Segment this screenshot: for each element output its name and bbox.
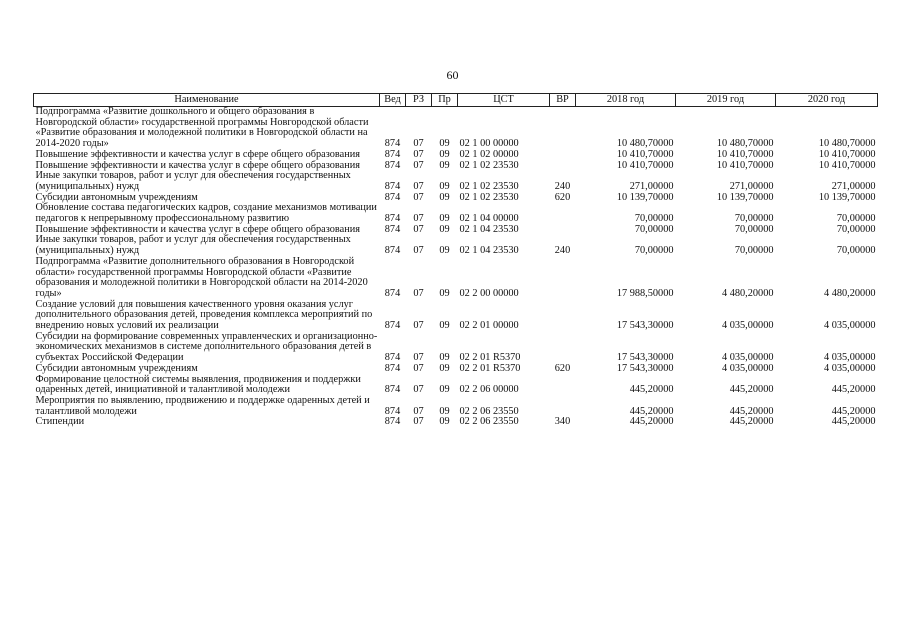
row-value-2020: 445,20000: [831, 384, 876, 396]
row-pr: 09: [439, 159, 450, 171]
header-vr: ВР: [550, 94, 576, 107]
row-pr: 09: [439, 384, 450, 396]
row-value-2020: 445,20000: [831, 405, 876, 417]
row-value-2020: 10 410,70000: [818, 148, 876, 160]
row-value-2020: 445,20000: [831, 416, 876, 428]
row-cst: 02 1 02 00000: [459, 148, 519, 160]
table-row: [34, 300, 878, 332]
header-ved: Вед: [380, 94, 406, 107]
row-value-2020: 10 480,70000: [818, 138, 876, 150]
header-rz: РЗ: [406, 94, 432, 107]
row-ved: 874: [384, 362, 401, 374]
row-value-2020: 70,00000: [836, 223, 876, 235]
row-rz: 07: [413, 213, 424, 225]
row-value-2020: 4 035,00000: [824, 352, 876, 364]
row-cst: 02 2 01 R5370: [459, 352, 521, 364]
row-value-2019: 445,20000: [729, 384, 774, 396]
row-name: Стипендии: [35, 416, 85, 428]
table-header-row: [34, 94, 878, 107]
row-ved: 874: [384, 138, 401, 150]
row-ved: 874: [384, 191, 401, 203]
row-vr: [550, 257, 576, 300]
table-row: [34, 364, 878, 375]
table-row: [34, 107, 878, 150]
row-rz: 07: [413, 352, 424, 364]
header-cst: ЦСТ: [458, 94, 550, 107]
row-value-2019: 10 139,70000: [716, 191, 774, 203]
row-name: Повышение эффективности и качества услуг в сфере общего образования: [35, 223, 360, 235]
row-vr: [550, 225, 576, 236]
row-value-2019: 4 035,00000: [722, 352, 774, 364]
row-value-2018: 70,00000: [634, 223, 674, 235]
row-vr: 340: [554, 416, 571, 428]
row-value-2018: 10 410,70000: [616, 159, 674, 171]
row-pr: 09: [439, 213, 450, 225]
row-vr: 620: [554, 362, 571, 374]
row-value-2020: 70,00000: [836, 213, 876, 225]
header-name: Наименование: [34, 94, 380, 107]
row-rz: 07: [413, 159, 424, 171]
row-cst: 02 2 01 00000: [459, 320, 519, 332]
row-ved: 874: [384, 405, 401, 417]
table-body: [34, 107, 878, 429]
row-rz: 07: [413, 180, 424, 192]
row-value-2018: 10 139,70000: [616, 191, 674, 203]
row-ved: 874: [384, 148, 401, 160]
row-vr: [550, 332, 576, 364]
table-row: [34, 235, 878, 256]
row-cst: 02 1 02 23530: [459, 159, 519, 171]
row-ved: 874: [384, 384, 401, 396]
table-row: [34, 396, 878, 417]
row-value-2020: 4 035,00000: [824, 362, 876, 374]
row-name: Формирование целостной системы выявления, продвижения и поддержки одаренных детей, инициативной и талантливой молодежи: [35, 373, 361, 396]
row-rz: 07: [413, 416, 424, 428]
row-ved: 874: [384, 320, 401, 332]
row-value-2018: 445,20000: [629, 405, 674, 417]
row-value-2019: 4 035,00000: [722, 320, 774, 332]
row-name: Иные закупки товаров, работ и услуг для обеспечения государственных (муниципальных) нужд: [35, 170, 351, 192]
row-pr: 09: [439, 405, 450, 417]
table-row: [34, 332, 878, 364]
table-row: [34, 375, 878, 396]
row-value-2018: 445,20000: [629, 416, 674, 428]
row-name: Мероприятия по выявлению, продвижению и поддержке одаренных детей и талантливой молодежи: [35, 394, 370, 417]
row-pr: 09: [439, 180, 450, 192]
row-vr: [550, 203, 576, 224]
page-number: 60: [446, 68, 459, 82]
row-pr: 09: [439, 320, 450, 332]
row-vr: [550, 300, 576, 332]
row-value-2019: 4 035,00000: [722, 362, 774, 374]
row-pr: 09: [439, 245, 450, 257]
row-cst: 02 2 01 R5370: [459, 362, 521, 374]
row-ved: 874: [384, 180, 401, 192]
budget-table: [33, 93, 878, 428]
row-value-2018: 70,00000: [634, 213, 674, 225]
row-rz: 07: [413, 138, 424, 150]
row-name: Субсидии на формирование современных управленческих и организационно-экономических механизмов в системе дополнительного образования детей в субъектах Российской Федерации: [35, 330, 378, 364]
row-cst: 02 1 04 00000: [459, 213, 519, 225]
row-value-2019: 70,00000: [734, 223, 774, 235]
row-cst: 02 1 04 23530: [459, 223, 519, 235]
row-ved: 874: [384, 159, 401, 171]
table-row: [34, 417, 878, 428]
row-pr: 09: [439, 138, 450, 150]
row-vr: 240: [554, 180, 571, 192]
row-value-2019: 445,20000: [729, 416, 774, 428]
row-name: Субсидии автономным учреждениям: [35, 191, 198, 203]
row-cst: 02 1 02 23530: [459, 180, 519, 192]
row-value-2019: 10 410,70000: [716, 148, 774, 160]
table-row: [34, 257, 878, 300]
row-ved: 874: [384, 416, 401, 428]
row-ved: 874: [384, 352, 401, 364]
row-ved: 874: [384, 245, 401, 257]
row-value-2020: 271,00000: [831, 180, 876, 192]
row-value-2018: 17 543,30000: [616, 362, 674, 374]
row-vr: [550, 396, 576, 417]
row-cst: 02 1 02 23530: [459, 191, 519, 203]
row-value-2019: 271,00000: [729, 180, 774, 192]
row-pr: 09: [439, 362, 450, 374]
row-ved: 874: [384, 287, 401, 299]
row-value-2020: 10 139,70000: [818, 191, 876, 203]
row-value-2019: 10 480,70000: [716, 138, 774, 150]
row-value-2019: 70,00000: [734, 245, 774, 257]
row-value-2020: 70,00000: [836, 245, 876, 257]
row-pr: 09: [439, 287, 450, 299]
row-value-2018: 17 988,50000: [616, 287, 674, 299]
header-2019: 2019 год: [676, 94, 776, 107]
row-name: Подпрограмма «Развитие дошкольного и общего образования в Новгородской области» государственной программы Новгородской области «Развитие образования и молодежной политики в Новгородской области на 2014-2020 годы»: [35, 106, 369, 150]
row-cst: 02 2 06 23550: [459, 416, 519, 428]
row-cst: 02 2 06 00000: [459, 384, 519, 396]
row-pr: 09: [439, 191, 450, 203]
row-value-2019: 70,00000: [734, 213, 774, 225]
row-vr: [550, 150, 576, 161]
row-rz: 07: [413, 384, 424, 396]
row-pr: 09: [439, 148, 450, 160]
row-cst: 02 2 00 00000: [459, 287, 519, 299]
row-ved: 874: [384, 213, 401, 225]
row-value-2018: 17 543,30000: [616, 352, 674, 364]
row-value-2018: 10 480,70000: [616, 138, 674, 150]
row-cst: 02 2 06 23550: [459, 405, 519, 417]
row-name: Повышение эффективности и качества услуг в сфере общего образования: [35, 148, 360, 160]
table-row: [34, 150, 878, 161]
row-value-2018: 271,00000: [629, 180, 674, 192]
row-ved: 874: [384, 223, 401, 235]
row-rz: 07: [413, 287, 424, 299]
row-value-2018: 10 410,70000: [616, 148, 674, 160]
row-name: Иные закупки товаров, работ и услуг для обеспечения государственных (муниципальных) нужд: [35, 234, 351, 257]
row-value-2020: 4 035,00000: [824, 320, 876, 332]
row-vr: 620: [554, 191, 571, 203]
header-pr: Пр: [432, 94, 458, 107]
row-value-2018: 17 543,30000: [616, 320, 674, 332]
row-name: Субсидии автономным учреждениям: [35, 362, 198, 374]
row-name: Повышение эффективности и качества услуг в сфере общего образования: [35, 159, 360, 171]
row-value-2019: 10 410,70000: [716, 159, 774, 171]
table-row: [34, 203, 878, 224]
row-pr: 09: [439, 352, 450, 364]
row-vr: 240: [554, 245, 571, 257]
header-2020: 2020 год: [776, 94, 878, 107]
row-vr: [550, 161, 576, 172]
row-value-2020: 10 410,70000: [818, 159, 876, 171]
row-value-2018: 445,20000: [629, 384, 674, 396]
row-cst: 02 1 04 23530: [459, 245, 519, 257]
row-rz: 07: [413, 191, 424, 203]
row-vr: [550, 375, 576, 396]
row-name: Подпрограмма «Развитие дополнительного образования в Новгородской области» государственной программы Новгородской области «Развитие образования и молодежной политики в Новгородской области на 2014-2020 годы»: [35, 255, 368, 299]
row-name: Обновление состава педагогических кадров, создание механизмов мотивации педагогов к непрерывному профессиональному развитию: [35, 202, 377, 225]
row-cst: 02 1 00 00000: [459, 138, 519, 150]
table-row: [34, 171, 878, 192]
row-rz: 07: [413, 362, 424, 374]
row-rz: 07: [413, 223, 424, 235]
row-value-2019: 4 480,20000: [722, 287, 774, 299]
row-value-2018: 70,00000: [634, 245, 674, 257]
header-2018: 2018 год: [576, 94, 676, 107]
row-value-2020: 4 480,20000: [824, 287, 876, 299]
row-pr: 09: [439, 416, 450, 428]
row-rz: 07: [413, 320, 424, 332]
row-vr: [550, 107, 576, 150]
row-rz: 07: [413, 245, 424, 257]
row-rz: 07: [413, 405, 424, 417]
row-rz: 07: [413, 148, 424, 160]
row-pr: 09: [439, 223, 450, 235]
row-value-2019: 445,20000: [729, 405, 774, 417]
row-name: Создание условий для повышения качественного уровня оказания услуг дополнительного образования детей, проведения комплекса мероприятий по внедрению новых условий их реализации: [35, 298, 373, 332]
